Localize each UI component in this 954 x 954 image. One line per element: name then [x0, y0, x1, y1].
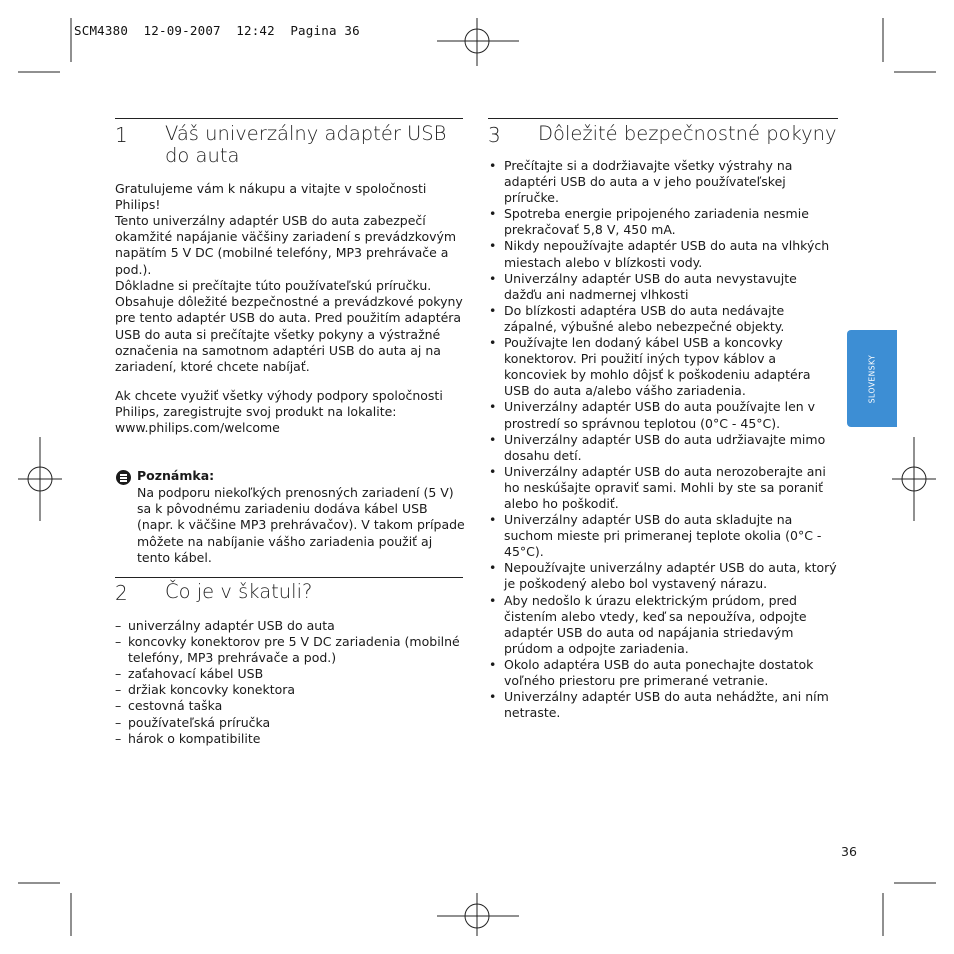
list-item: • Univerzálny adaptér USB do auta skladujte na suchom mieste pri primeranej teplote okolia (0°C - 45°C).	[488, 512, 838, 560]
list-item: – zaťahovací kábel USB	[115, 666, 465, 682]
list-item: – držiak koncovky konektora	[115, 682, 465, 698]
section-2-rule	[115, 577, 463, 578]
list-item: – koncovky konektorov pre 5 V DC zariadenia (mobilné telefóny, MP3 prehrávače a pod.)	[115, 634, 465, 666]
manual-notice-paragraph: Dôkladne si prečítajte túto používateľskú príručku. Obsahuje dôležité bezpečnostné a prevádzkové pokyny pre tento adaptér USB do auta. Pred použitím adaptéra USB do auta si prečítajte všetky pokyny a výstražné označenia na samotnom adaptéri USB do auta aj na zariadení, ktoré chcete nabíjať.	[115, 278, 463, 375]
crosshair-icon	[437, 893, 519, 936]
note-label: Poznámka:	[137, 468, 215, 483]
list-item: • Spotreba energie pripojeného zariadenia nesmie prekračovať 5,8 V, 450 mA.	[488, 206, 838, 238]
section-1-number: 1	[115, 123, 128, 147]
note-text: Na podporu niekoľkých prenosných zariadení (5 V) sa k pôvodnému zariadeniu dodáva kábel USB (napr. k väčšine MP3 prehrávačov). V takom prípade môžete na nabíjanie vášho zariadenia použiť aj tento kábel.	[137, 485, 465, 565]
adapter-description-paragraph: Tento univerzálny adaptér USB do auta zabezpečí okamžité napájanie väčšiny zariadení s prevádzkovým napätím 5 V DC (mobilné telefóny, MP3 prehrávače a pod.).	[115, 213, 457, 277]
list-item: – univerzálny adaptér USB do auta	[115, 618, 465, 634]
section-3-title: Dôležité bezpečnostné pokyny	[538, 122, 837, 145]
safety-instructions-list	[488, 158, 838, 721]
list-item: • Nepoužívajte univerzálny adaptér USB do auta, ktorý je poškodený alebo bol vystavený nárazu.	[488, 560, 838, 592]
registration-paragraph: Ak chcete využiť všetky výhody podpory spoločnosti Philips, zaregistrujte svoj produkt na lokalite: www.philips.com/welcome	[115, 388, 443, 436]
list-item: • Prečítajte si a dodržiavajte všetky výstrahy na adaptéri USB do auta a v jeho používateľskej príručke.	[488, 158, 838, 206]
list-item: – používateľská príručka	[115, 715, 465, 731]
list-item: • Univerzálny adaptér USB do auta nevystavujte dažďu ani nadmernej vlhkosti	[488, 271, 838, 303]
box-contents-list	[115, 618, 465, 747]
list-item: • Univerzálny adaptér USB do auta používajte len v prostredí so správnou teplotou (0°C - 45°C).	[488, 399, 838, 431]
section-1-title-line-1: Váš univerzálny adaptér USB	[165, 122, 447, 145]
section-1-rule	[115, 118, 463, 119]
section-2-title: Čo je v škatuli?	[165, 580, 313, 603]
list-item: • Do blízkosti adaptéra USB do auta nedávajte zápalné, výbušné alebo nebezpečné objekty.	[488, 303, 838, 335]
list-item: • Nikdy nepoužívajte adaptér USB do auta na vlhkých miestach alebo v blízkosti vody.	[488, 238, 838, 270]
list-item: – hárok o kompatibilite	[115, 731, 465, 747]
language-tab-label: SLOVENSKY	[867, 354, 877, 403]
list-item: • Používajte len dodaný kábel USB a koncovky konektorov. Pri použití iných typov káblov a koncoviek by mohlo dôjsť k poškodeniu adaptéra USB do auta a/alebo vášho zariadenia.	[488, 335, 838, 399]
language-tab	[847, 330, 897, 427]
crosshair-icon	[18, 437, 62, 521]
list-item: • Okolo adaptéra USB do auta ponechajte dostatok voľného priestoru pre primerané vetranie.	[488, 657, 838, 689]
crosshair-icon	[892, 437, 936, 521]
section-1-title	[165, 123, 446, 167]
section-2-number: 2	[115, 581, 128, 605]
section-1-title-line-2: do auta	[165, 144, 240, 167]
list-item: • Aby nedošlo k úrazu elektrickým prúdom, pred čistením alebo vtedy, keď sa nepoužíva, odpojte adaptér USB do auta od napájania striedavým prúdom a odpojte zariadenia.	[488, 593, 838, 657]
list-item: • Univerzálny adaptér USB do auta nerozoberajte ani ho neskúšajte opraviť sami. Mohli by ste sa poraniť alebo ho poškodiť.	[488, 464, 838, 512]
list-item: • Univerzálny adaptér USB do auta nehádžte, ani ním netraste.	[488, 689, 838, 721]
section-3-number: 3	[488, 123, 501, 147]
list-item: • Univerzálny adaptér USB do auta udržiavajte mimo dosahu detí.	[488, 432, 838, 464]
intro-paragraph: Gratulujeme vám k nákupu a vitajte v spoločnosti Philips!	[115, 181, 427, 213]
print-header-stamp: SCM4380 12-09-2007 12:42 Pagina 36	[74, 23, 360, 38]
page-number: 36	[841, 844, 857, 859]
note-icon	[116, 470, 131, 485]
crosshair-icon	[437, 18, 519, 66]
list-item: – cestovná taška	[115, 698, 465, 714]
section-3-rule	[488, 118, 838, 119]
